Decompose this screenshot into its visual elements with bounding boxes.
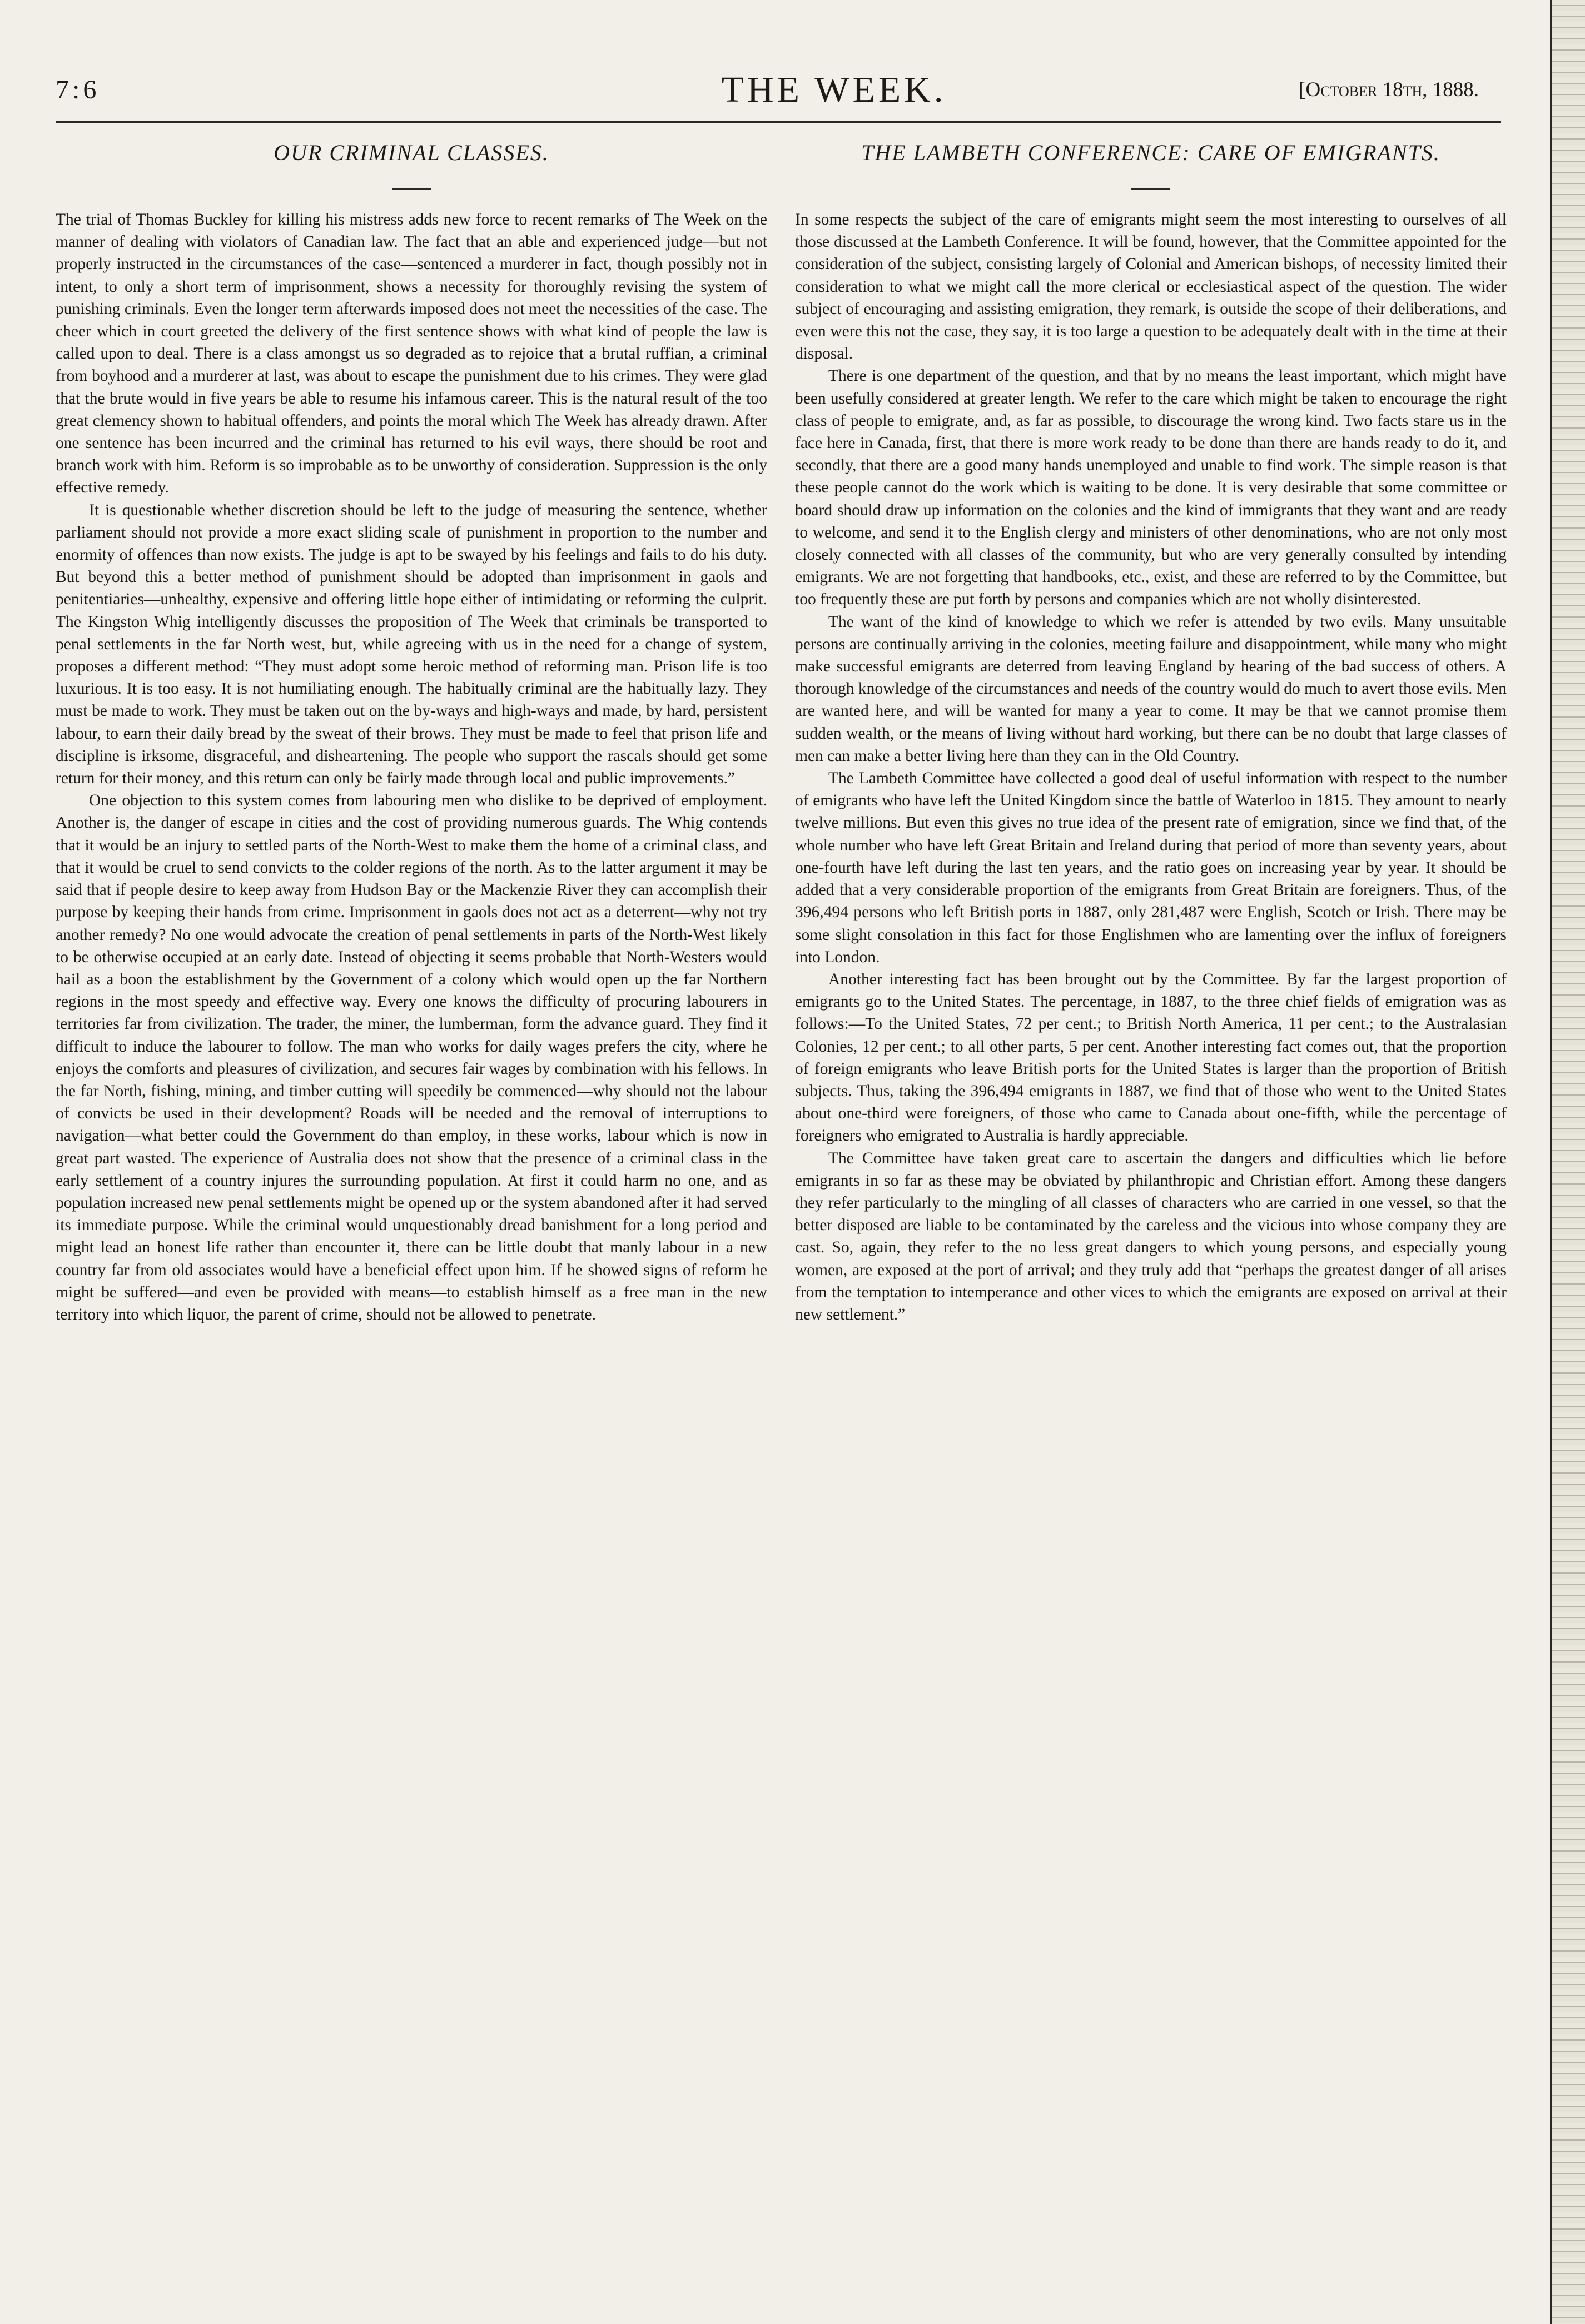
article-title: THE LAMBETH CONFERENCE: CARE OF EMIGRANTS. bbox=[861, 140, 1440, 165]
article-title: OUR CRIMINAL CLASSES. bbox=[274, 140, 549, 165]
page-number: 7:6 bbox=[56, 75, 100, 104]
article-criminal-classes bbox=[56, 139, 767, 1326]
issue-date: [October 18th, 1888. bbox=[1299, 78, 1479, 101]
article-paragraph: Another interesting fact has been brought out by the Committee. By far the largest proportion of emigrants go to the United States. The percentage, in 1887, to the three chief fields of emigration was as follows:—To the United States, 72 per cent.; to British North America, 11 per cent.; to the Australasian Colonies, 12 per cent.; to all other parts, 5 per cent. Another interesting fact comes out, that the proportion of foreign emigrants who leave British ports for the United States is larger than the proportion of British subjects. Thus, taking the 396,494 emigrants in 1887, we find that of those who went to the United States about one-third were foreigners, of those who came to Canada about one-fifth, while the percentage of foreigners who emigrated to Australia is hardly appreciable. bbox=[795, 970, 1507, 1145]
article-paragraph: It is questionable whether discretion should be left to the judge of measuring the sentence, whether parliament should not provide a more exact sliding scale of punishment in proportion to the number and enormity of offences than now exists. The judge is apt to be swayed by his feelings and fails to do his duty. But beyond this a better method of punishment should be adopted than imprisonment in gaols and penitentiaries—unhealthy, expensive and offering little hope either of intimidating or reforming the culprit. The Kingston Whig intelligently discusses the proposition of The Week that criminals be transported to penal settlements in the far North west, but, while agreeing with us in the need for a change of system, proposes a different method: “They must adopt some heroic method of reforming man. Prison life is too luxurious. It is too easy. It is not humiliating enough. The habitually criminal are the habitually lazy. They must be made to work. They must be taken out on the by-ways and high-ways and made, by hard, persistent labour, to earn their daily bread by the sweat of their brows. They must be made to feel that prison life and discipline is irksome, disgraceful, and disheartening. The people who support the rascals should get some return for their money, and this return can only be fairly made through local and public improvements.” bbox=[56, 501, 767, 788]
header-rule bbox=[56, 121, 1501, 123]
article-paragraph: The trial of Thomas Buckley for killing his mistress adds new force to recent remarks of The Week on the manner of dealing with violators of Canadian law. The fact that an able and experienced judge—but not properly instructed in the circumstances of the case—sentenced a murderer in fact, though possibly not in intent, to only a short term of imprisonment, shows a necessity for thoroughly revising the system of punishing criminals. Even the longer term afterwards imposed does not meet the necessities of the case. The cheer which in court greeted the delivery of the first sentence shows with what kind of people the law is called upon to deal. There is a class amongst us so degraded as to rejoice that a brutal ruffian, a criminal from boyhood and a murderer at last, was about to escape the punishment due to his crimes. They were glad that the brute would in five years be able to resume his infamous career. This is the natural result of the too great clemency shown to habitual offenders, and points the moral which The Week has already drawn. After one sentence has been incurred and the criminal has returned to his evil ways, there should be root and branch work with him. Reform is so improbable as to be unworthy of consideration. Suppression is the only effective remedy. bbox=[56, 211, 767, 497]
article-paragraph: One objection to this system comes from labouring men who dislike to be deprived of employment. Another is, the danger of escape in cities and the cost of providing numerous guards. The Whig contends that it would be an injury to settled parts of the North-West to make them the home of a criminal class, and that it would be cruel to send convicts to the colder regions of the north. As to the latter argument it may be said that if people desire to keep away from Hudson Bay or the Mackenzie River they can accomplish their purpose by keeping their hands from crime. Imprisonment in gaols does not act as a deterrent—why not try another remedy? No one would advocate the creation of penal settlements in parts of the North-West likely to be otherwise occupied at an early date. Instead of objecting it seems probable that North-Westers would hail as a boon the establishment by the Government of a colony which would open up the far Northern regions in the most speedy and effective way. Every one knows the difficulty of procuring labourers in territories far from civilization. The trader, the miner, the lumberman, form the advance guard. They find it difficult to induce the labourer to follow. The man who works for daily wages prefers the city, where he enjoys the comforts and pleasures of civilization, and secures fair wages by combination with his fellows. In the far North, fishing, mining, and timber cutting will speedily be commenced—why should not the labour of convicts be used in their development? Roads will be needed and the removal of interruptions to navigation—what better could the Government do than employ, in these works, labour which is now in great part wasted. The experience of Australia does not show that the presence of a criminal class in the early settlement of a country injures the surrounding population. At first it could harm no one, and as population increased new penal settlements might be opened up or the system abandoned after it had served its immediate purpose. While the criminal would unquestionably dread banishment for a long period and might lead an honest life rather than encounter it, there can be little doubt that manly labour in a new country far from old associates would have a beneficial effect upon him. If he showed signs of reform he might be suffered—and even be provided with means—to establish himself as a free man in the new territory into which liquor, the parent of crime, should not be allowed to penetrate. bbox=[56, 792, 767, 1323]
masthead: THE WEEK. bbox=[721, 69, 947, 110]
article-paragraph: There is one department of the question, and that by no means the least important, which might have been usefully considered at greater length. We refer to the care which might be taken to encourage the right class of people to emigrate, and, as far as possible, to discourage the wrong kind. Two facts stare us in the face here in Canada, first, that there is more work ready to be done than there are hands ready to do it, and secondly, that there are a good many hands unemployed and unable to find work. The simple reason is that these people cannot do the work which is waiting to be done. It is very desirable that some committee or board should draw up information on the colonies and the kind of immigrants that they want and are ready to welcome, and send it to the English clergy and ministers of other denominations, who are not only most closely connected with all classes of the community, but who are very generally consulted by intending emigrants. We are not forgetting that handbooks, etc., exist, and these are referred to by the Committee, but too frequently these are put forth by persons and companies which are not wholly disinterested. bbox=[795, 367, 1507, 609]
article-paragraph: The Lambeth Committee have collected a good deal of useful information with respect to the number of emigrants who have left the United Kingdom since the battle of Waterloo in 1815. They amount to nearly twelve millions. But even this gives no true idea of the present rate of emigration, since we find that, of the whole number who have left Great Britain and Ireland during that period of more than seventy years, about one-fourth have left during the last ten years, and the ratio goes on increasing year by year. It should be added that a very considerable proportion of the emigrants from Great Britain are foreigners. Thus, of the 396,494 persons who left British ports in 1887, only 281,487 were English, Scotch or Irish. There may be some slight consolation in this fact for those Englishmen who are lamenting over the influx of foreigners into London. bbox=[795, 769, 1507, 966]
title-rule bbox=[392, 188, 431, 190]
page-binding-edge bbox=[1550, 0, 1585, 2324]
page-header bbox=[56, 66, 1501, 110]
article-lambeth-conference bbox=[795, 139, 1507, 1326]
article-paragraph: In some respects the subject of the care of emigrants might seem the most interesting to ourselves of all those discussed at the Lambeth Conference. It will be found, however, that the Committee appointed for the consideration of the subject, consisting largely of Colonial and American bishops, of necessity limited their consideration to what we might call the more clerical or ecclesiastical aspect of the question. The wider subject of encouraging and assisting emigration, they remark, is outside the scope of their deliberations, and even were this not the case, they say, it is too large a question to be adequately dealt with in the time at their disposal. bbox=[795, 211, 1507, 363]
title-rule bbox=[1131, 188, 1170, 190]
article-paragraph: The want of the kind of knowledge to which we refer is attended by two evils. Many unsuitable persons are continually arriving in the colonies, meeting failure and disappointment, while many who might make successful emigrants are deterred from leaving England by hearing of the bad success of others. A thorough knowledge of the circumstances and needs of the country would do much to avert those evils. Men are wanted here, and will be wanted for many a year to come. It may be that we cannot promise them sudden wealth, or the means of living without hard working, but there can be no doubt that large classes of men can make a better living here than they can in the Old Country. bbox=[795, 613, 1507, 765]
article-paragraph: The Committee have taken great care to ascertain the dangers and difficulties which lie before emigrants in so far as these may be obviated by philanthropic and Christian effort. Among these dangers they refer particularly to the mingling of all classes of characters who are carried in one vessel, so that the better disposed are liable to be contaminated by the careless and the vicious into whose company they are cast. So, again, they refer to the no less great dangers to which young persons, and especially young women, are exposed at the port of arrival; and they truly add that “perhaps the greatest danger of all arises from the temptation to intemperance and other vices to which the emigrants are exposed on arrival at their new settlement.” bbox=[795, 1149, 1507, 1323]
